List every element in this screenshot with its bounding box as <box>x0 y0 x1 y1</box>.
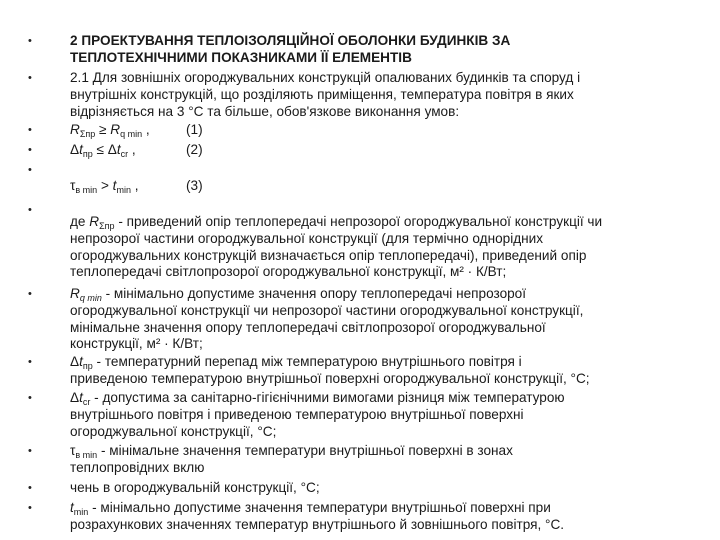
symbol-t: t <box>79 390 83 405</box>
definition-tau-continued <box>70 480 710 497</box>
bullet: • <box>28 392 32 404</box>
operator: ≥ <box>95 122 111 137</box>
definition-line-3: мінімальне значення опору теплопередачі світлопрозорої огороджувальної <box>70 319 546 335</box>
separator: , <box>142 122 150 137</box>
delta-symbol: Δ <box>70 354 80 369</box>
definition-dt-pr <box>70 354 710 388</box>
definition-line-2: теплопровідних вклю <box>70 459 205 475</box>
equation-number: (2) <box>186 142 203 157</box>
bullet: • <box>28 445 32 457</box>
subscript: cr <box>82 397 91 407</box>
symbol-t: t <box>79 142 83 157</box>
prefix: де <box>70 214 90 229</box>
subscript: cr <box>120 149 129 159</box>
definition-line-1: - мінімально допустиме значення опору теплопередачі непрозорої <box>101 286 527 301</box>
symbol-t: t <box>112 178 117 193</box>
heading-text <box>70 33 710 67</box>
symbol-r: R <box>110 122 121 137</box>
bullet: • <box>28 144 32 156</box>
subscript: min <box>116 185 131 195</box>
bullet: • <box>28 124 32 136</box>
intro-line-1: 2.1 Для зовнішніх огороджувальних конструкцій опалюваних будинків та споруд і <box>70 70 581 85</box>
delta-symbol: Δ <box>70 142 80 157</box>
symbol-r: R <box>89 214 100 229</box>
equation-3 <box>70 178 710 195</box>
definition-dt-cr <box>70 390 710 440</box>
symbol-t: t <box>70 500 74 515</box>
definition-line-2: непрозорої частини огороджувальної конструкції (для термічно однорідних <box>70 230 544 246</box>
heading-line-2: ТЕПЛОТЕХНІЧНИМИ ПОКАЗНИКАМИ ЇЇ ЕЛЕМЕНТІВ <box>70 49 412 65</box>
heading-line-1: 2 ПРОЕКТУВАННЯ ТЕПЛОІЗОЛЯЦІЙНОЇ ОБОЛОНКИ БУДИНКІВ ЗА <box>70 33 511 48</box>
subscript: Σпр <box>99 221 115 231</box>
subscript: q min <box>120 129 143 139</box>
equation-number: (1) <box>186 122 203 137</box>
definition-line-4: конструкції, м² · К/Вт; <box>70 336 203 352</box>
operator: > <box>97 178 113 193</box>
bullet: • <box>28 72 32 84</box>
tau-symbol: τ <box>70 178 76 193</box>
definition-line-1: - мінімально допустиме значення температури внутрішньої поверхні при <box>88 500 551 515</box>
definition-r <box>70 214 710 281</box>
bullet: • <box>28 164 32 176</box>
definition-line-1: чень в огороджувальній конструкції, °С; <box>70 480 320 495</box>
equation-2 <box>70 142 710 159</box>
intro-line-3: відрізняється на 3 °С та більше, обов'язкове виконання умов: <box>70 103 460 119</box>
definition-line-3: огороджувальних конструкцій визначається опір теплопередачі), приведений опір <box>70 247 587 263</box>
bullet: • <box>28 35 32 47</box>
definition-line-1: - приведений опір теплопередачі непрозорої огороджувальної конструкції чи <box>114 214 603 229</box>
delta-symbol: Δ <box>70 390 80 405</box>
equation-1 <box>70 122 710 139</box>
subscript: в min <box>75 185 98 195</box>
bullet: • <box>28 356 32 368</box>
definition-tau <box>70 443 710 477</box>
symbol-t: t <box>116 142 121 157</box>
operator: ≤ Δ <box>92 142 117 157</box>
bullet: • <box>28 288 32 300</box>
definition-line-2: огороджувальної конструкції чи непрозорої частини огороджувальної конструкції, <box>70 302 584 318</box>
subscript: q min <box>79 293 102 303</box>
definition-line-1: - допустима за санітарно-гігієнічними вимогами різниця між температурою <box>90 390 565 405</box>
subscript: пр <box>82 149 93 159</box>
tau-symbol: τ <box>70 443 76 458</box>
separator: , <box>128 142 136 157</box>
intro-text <box>70 70 710 120</box>
separator: , <box>130 178 139 193</box>
definition-line-2: внутрішнього повітря і приведеною температурою внутрішньої поверхні <box>70 406 524 422</box>
definition-line-4: теплопередачі світлопрозорої огороджувальної конструкції, м² · К/Вт; <box>70 264 507 280</box>
bullet: • <box>28 502 32 514</box>
bullet: • <box>28 482 32 494</box>
definition-line-2: приведеною температурою внутрішньої поверхні огороджувальної конструкції, °С; <box>70 370 590 386</box>
symbol-r: R <box>70 286 80 301</box>
definition-line-1: - температурний перепад між температурою внутрішнього повітря і <box>92 354 522 369</box>
subscript: Σпр <box>79 129 96 139</box>
subscript: min <box>73 507 89 517</box>
subscript: пр <box>82 361 93 371</box>
definition-tmin <box>70 500 710 534</box>
symbol-t: t <box>79 354 83 369</box>
definition-line-1: - мінімальне значення температури внутрішньої поверхні в зонах <box>97 443 513 458</box>
equation-number: (3) <box>186 178 203 193</box>
bullet: • <box>28 204 32 216</box>
subscript: в min <box>75 450 98 460</box>
intro-line-2: внутрішніх конструкцій, що розділяють приміщення, температура повітря в яких <box>70 86 574 102</box>
definition-line-2: розрахункових значеннях температур внутрішнього й зовнішнього повітря, °С. <box>70 516 565 532</box>
symbol-r: R <box>70 122 80 137</box>
definition-line-3: огороджувальної конструкції, °С; <box>70 423 277 439</box>
definition-rq <box>70 286 710 353</box>
